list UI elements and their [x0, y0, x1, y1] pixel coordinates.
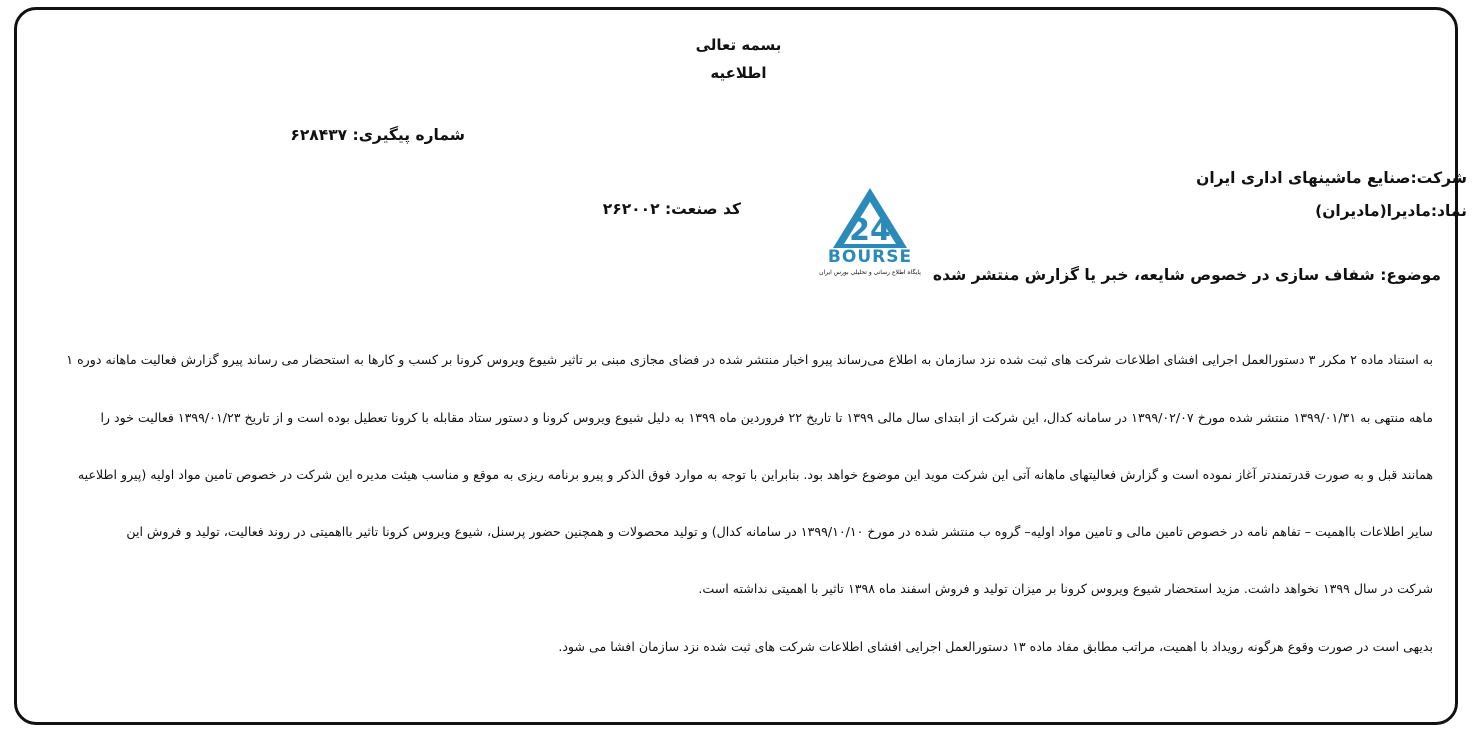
subject-label: موضوع: [1380, 266, 1441, 284]
body-line-4: سایر اطلاعات بااهمیت – تفاهم نامه در خصوص تامین مالی و تامین مواد اولیه– گروه ب منتشر شده در مورخ ۱۳۹۹/۱۰/۱۰ در سامانه کدال) و تولید محصولات و همچنین حضور پرسنل، شیوع ویروس کرونا تاثیر بااهمیتی در روند فعالیت، تولید و فروش این [126, 524, 1433, 539]
industry-value: ۲۶۲۰۰۲ [602, 200, 660, 218]
body-line-2: ماهه منتهی به ۱۳۹۹/۰۱/۳۱ منتشر شده مورخ ۱۳۹۹/۰۲/۰۷ در سامانه کدال، این شرکت از ابتدای سال مالی ۱۳۹۹ تا تاریخ ۲۲ فروردین ماه ۱۳۹۹ به دلیل شیوع ویروس کرونا و دستور ستاد مقابله با کرونا تعطیل بوده است و از تاریخ ۱۳۹۹/۰۱/۲۳ فعالیت خود را [100, 410, 1433, 425]
body-line-3: همانند قبل و به صورت قدرتمندتر آغاز نموده است و گزارش فعالیتهای ماهانه آتی این شرکت موید این موضوع خواهد بود. بنابراین با توجه به موارد فوق الذکر و پیرو برنامه ریزی به موقع و مناسب هیئت مدیره این شرکت در خصوص تامین مواد اولیه (پیرو اطلاعیه [77, 467, 1433, 482]
symbol-value: مادیرا(مادیران) [1315, 202, 1431, 220]
tracking-value: ۶۲۸۴۳۷ [290, 126, 348, 144]
logo-wordmark: BOURSE [827, 247, 913, 267]
symbol-row [1315, 202, 1467, 220]
page-title: اطلاعیه [710, 64, 767, 82]
logo-numeral: 24 [849, 213, 891, 248]
bourse24-logo [812, 186, 928, 278]
company-label: شرکت: [1410, 169, 1467, 187]
logo-tagline: پایگاه اطلاع رسانی و تحلیلی بورس ایران [819, 269, 921, 276]
tracking-label: شماره پیگیری: [352, 126, 465, 144]
company-name: صنایع ماشینهای اداری ایران [1196, 169, 1411, 187]
body-line-6: بدیهی است در صورت وقوع هرگونه رویداد با اهمیت، مراتب مطابق مفاد ماده ۱۳ دستورالعمل اجرایی افشای اطلاعات شرکت های ثبت شده نزد سازمان افشا می شود. [558, 639, 1433, 654]
company-row [1196, 169, 1467, 187]
symbol-label: نماد: [1430, 202, 1467, 220]
basmala: بسمه تعالی [695, 36, 782, 54]
subject-row [933, 266, 1441, 284]
body-line-5: شرکت در سال ۱۳۹۹ نخواهد داشت. مزید استحضار شیوع ویروس کرونا بر میزان تولید و فروش اسفند ماه ۱۳۹۸ تاثیر با اهمیتی نداشته است. [698, 581, 1433, 596]
subject-value: شفاف سازی در خصوص شایعه، خبر یا گزارش منتشر شده [932, 266, 1375, 284]
body-line-1: به استناد ماده ۲ مکرر ۳ دستورالعمل اجرایی افشای اطلاعات شرکت های ثبت شده نزد سازمان به اطلاع می‌رساند پیرو اخبار منتشر شده در فضای مجازی مبنی بر تاثیر شیوع ویروس کرونا بر کسب و کارها به استحضار می رساند پیرو گزارش فعالیت ماهانه دوره ۱ [66, 352, 1433, 367]
tracking-number [290, 126, 465, 144]
industry-label: کد صنعت: [664, 200, 741, 218]
industry-code [603, 200, 741, 218]
